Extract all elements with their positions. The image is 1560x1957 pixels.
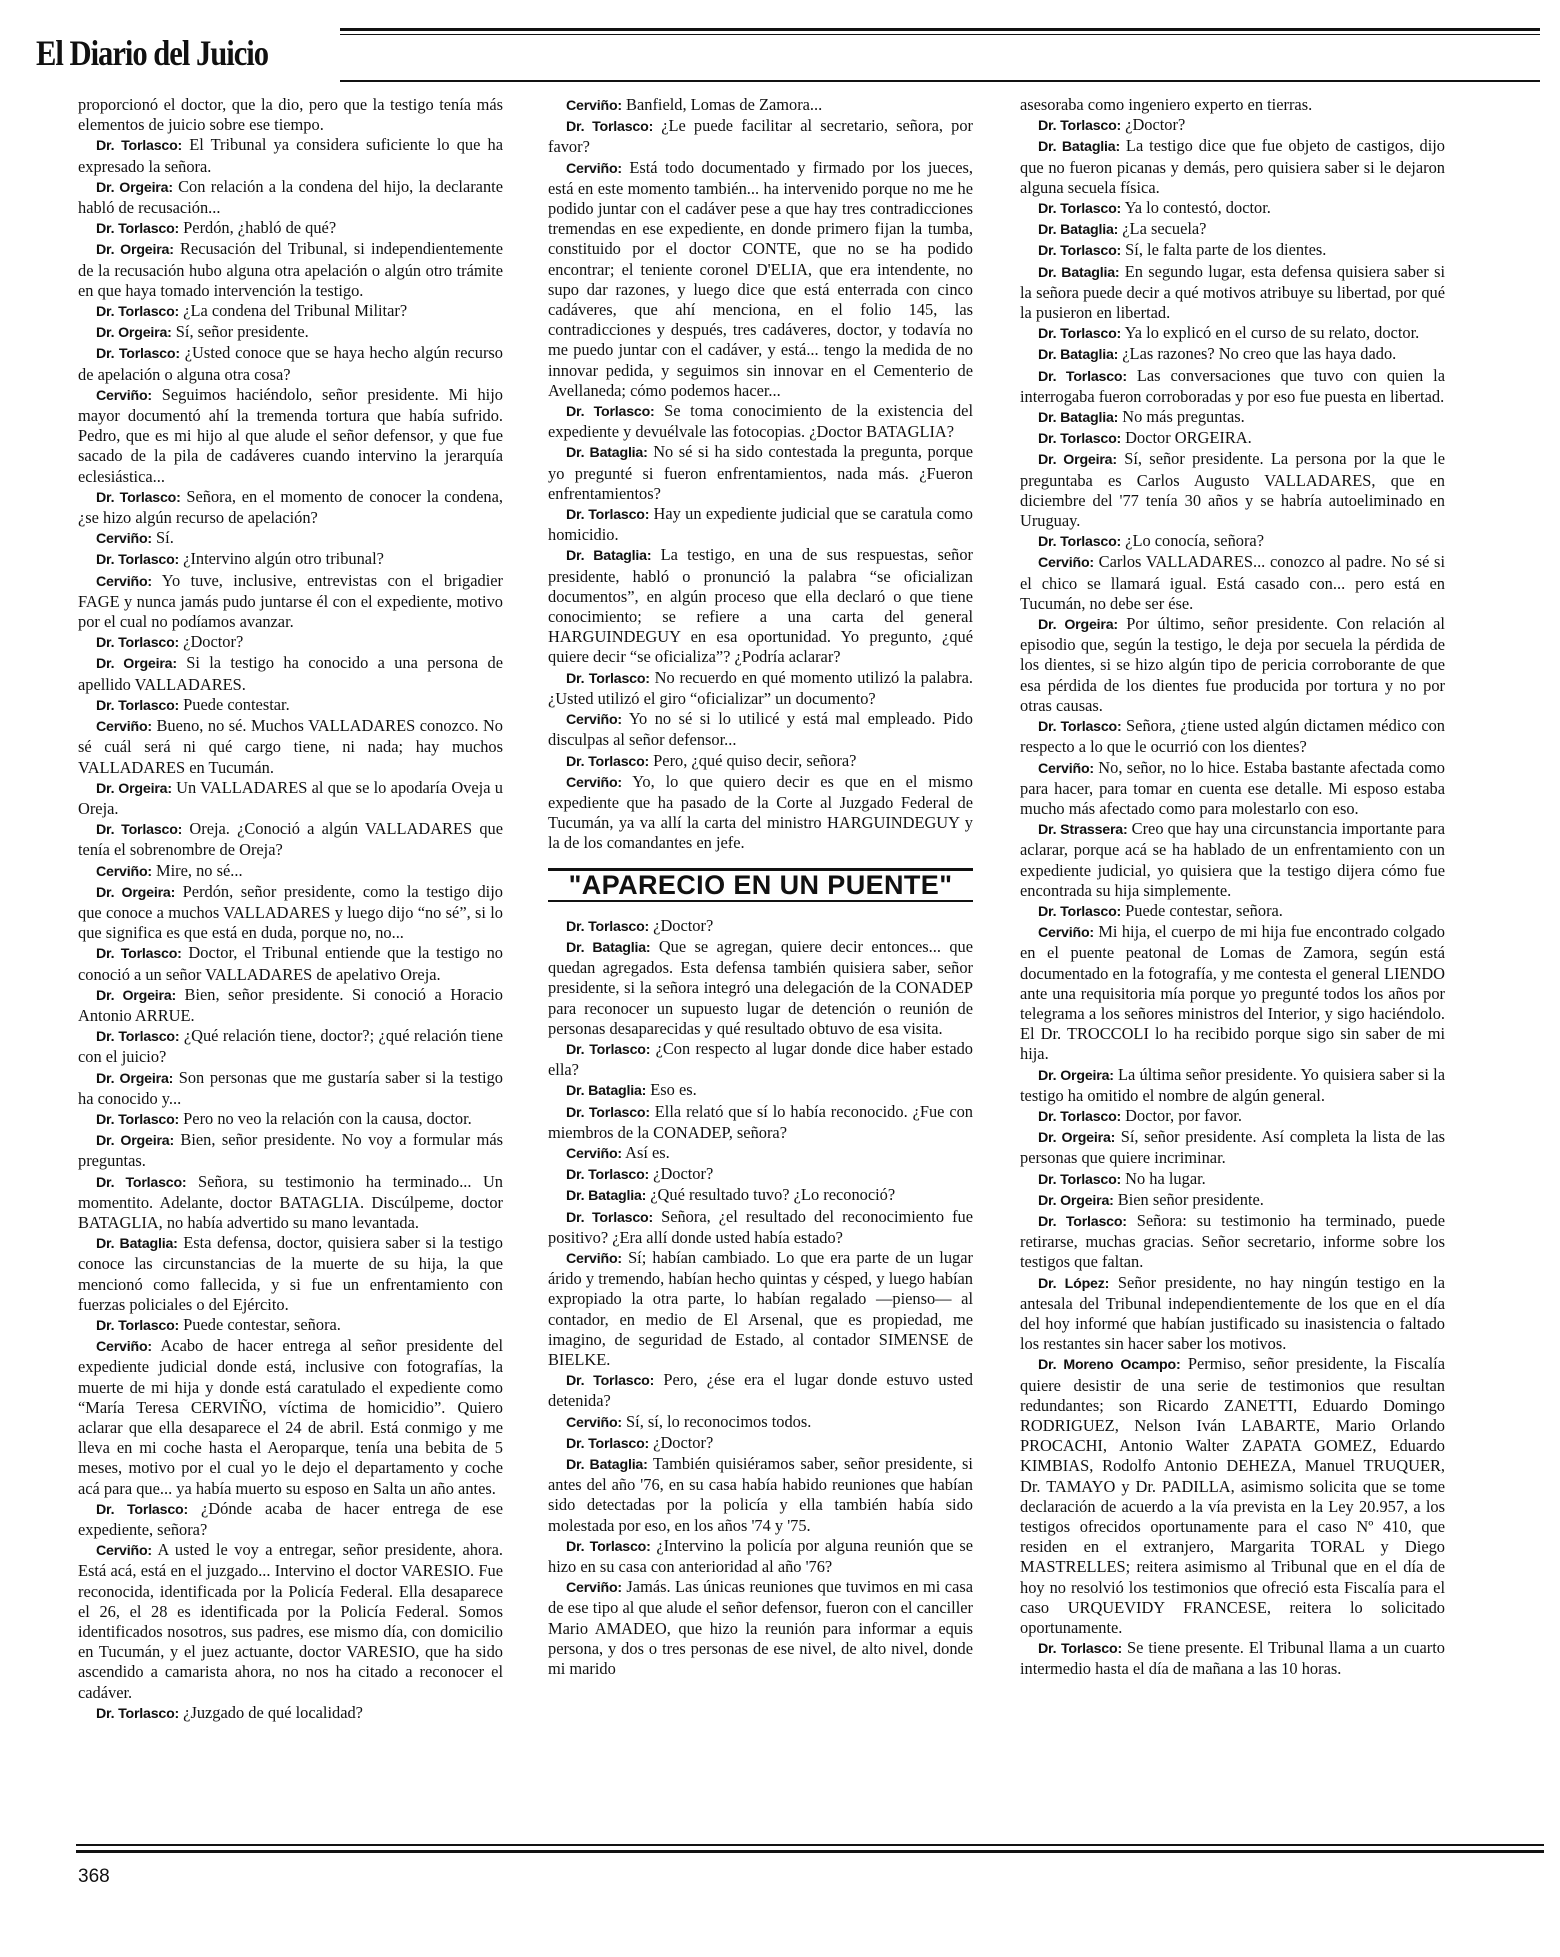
dialogue-paragraph bbox=[548, 1536, 973, 1577]
dialogue-paragraph bbox=[78, 1068, 503, 1109]
dialogue-paragraph bbox=[1020, 219, 1445, 240]
header-rule bbox=[340, 80, 1540, 82]
speaker-name: Dr. Torlasco: bbox=[96, 946, 182, 963]
speech-text: Bien, señor presidente. No voy a formular más preguntas. bbox=[78, 1130, 503, 1171]
speaker-name: Dr. Torlasco: bbox=[1038, 243, 1122, 260]
dialogue-paragraph bbox=[1020, 758, 1445, 820]
speech-text: ¿Doctor? bbox=[649, 915, 714, 935]
speech-text: Seguimos haciéndolo, señor presidente. Mi hijo mayor documentó ahí la tremenda tortura que había sufrido. Pedro, que es mi hijo al que alude el señor defensor, y que fue sacado de la pila de cadáveres cuando intervino la jerarquía eclesiástica... bbox=[78, 384, 503, 486]
speech-text: Señora, su testimonio ha terminado... Un momentito. Adelante, doctor BATAGLIA. Discúlpeme, doctor BATAGLIA, no había advertido su mano levantada. bbox=[78, 1171, 503, 1232]
speaker-name: Cerviño: bbox=[566, 1145, 622, 1162]
dialogue-paragraph bbox=[78, 385, 503, 487]
speaker-name: Dr. Bataglia: bbox=[566, 548, 652, 565]
speech-text: Un VALLADARES al que se lo apodaría Oveja u Oreja. bbox=[78, 777, 503, 818]
speech-text: ¿Intervino algún otro tribunal? bbox=[179, 549, 384, 569]
speech-text: Señora: su testimonio ha terminado, puede retirarse, muchas gracias. Señor secretario, informe sobre los testigos que faltan. bbox=[1020, 1210, 1445, 1272]
dialogue-paragraph bbox=[1020, 531, 1445, 552]
speaker-name: Dr. Torlasco: bbox=[1038, 534, 1122, 551]
dialogue-paragraph bbox=[1020, 1106, 1445, 1127]
dialogue-paragraph bbox=[78, 1540, 503, 1703]
speech-text: Sí. bbox=[151, 528, 174, 548]
dialogue-paragraph bbox=[1020, 1211, 1445, 1273]
dialogue-paragraph bbox=[548, 709, 973, 750]
dialogue-paragraph bbox=[1020, 819, 1445, 901]
dialogue-paragraph bbox=[1020, 552, 1445, 614]
speech-text: Bien, señor presidente. Si conoció a Horacio Antonio ARRUE. bbox=[78, 984, 503, 1025]
speech-text: La testigo, en una de sus respuestas, señor presidente, habló o pronunció la palabra “se oficializan documentos”, en algún proceso que ella declaró o que tiene conocimiento; se refiere a una carta del general HARGUINDEGUY en esa oportunidad. Yo pregunto, ¿qué quiere decir “se oficializa”? ¿Podría aclarar? bbox=[548, 545, 973, 667]
speaker-name: Cerviño: bbox=[96, 531, 152, 548]
speech-text: Pero, ¿qué quiso decir, señora? bbox=[649, 750, 857, 770]
speech-text: Sí, sí, lo reconocimos todos. bbox=[621, 1411, 812, 1431]
speaker-name: Cerviño: bbox=[566, 98, 622, 114]
speaker-name: Cerviño: bbox=[1038, 555, 1094, 572]
speech-text: Ya lo contestó, doctor. bbox=[1121, 198, 1271, 218]
speaker-name: Dr. Bataglia: bbox=[96, 1236, 178, 1253]
section-heading: "APARECIO EN UN PUENTE" bbox=[548, 868, 973, 902]
speaker-name: Dr. Orgeira: bbox=[1038, 617, 1118, 634]
text-column-1 bbox=[78, 95, 503, 1724]
speaker-name: Dr. López: bbox=[1038, 1275, 1110, 1292]
speaker-name: Dr. Bataglia: bbox=[1038, 139, 1121, 156]
dialogue-paragraph bbox=[78, 861, 503, 882]
dialogue-paragraph bbox=[548, 545, 973, 667]
dialogue-paragraph bbox=[548, 1248, 973, 1370]
speech-text: Pero no veo la relación con la causa, doctor. bbox=[179, 1108, 472, 1128]
speaker-name: Dr. Orgeira: bbox=[1038, 1130, 1116, 1147]
speaker-name: Dr. Torlasco: bbox=[96, 221, 180, 238]
dialogue-paragraph bbox=[548, 1164, 973, 1185]
speech-text: Son personas que me gustaría saber si la testigo ha conocido y... bbox=[78, 1067, 503, 1108]
dialogue-paragraph bbox=[78, 1172, 503, 1234]
dialogue-paragraph bbox=[548, 937, 973, 1039]
dialogue-paragraph bbox=[1020, 95, 1445, 115]
speaker-name: Cerviño: bbox=[96, 387, 152, 404]
speaker-name: Dr. Torlasco: bbox=[96, 489, 181, 506]
speaker-name: Dr. Torlasco: bbox=[96, 1705, 180, 1722]
speaker-name: Dr. Orgeira: bbox=[1038, 1067, 1114, 1084]
speaker-name: Dr. Bataglia: bbox=[1038, 264, 1120, 281]
speaker-name: Dr. Torlasco: bbox=[566, 1435, 650, 1452]
dialogue-paragraph bbox=[548, 116, 973, 157]
speech-text: ¿Doctor? bbox=[649, 1164, 714, 1184]
speech-text: Yo no sé si lo utilicé y está mal empleado. Pido disculpas al señor defensor... bbox=[548, 709, 973, 750]
dialogue-paragraph bbox=[1020, 1273, 1445, 1355]
speech-text: Recusación del Tribunal, si independientemente de la recusación hubo alguna otra apelación o algún otro trámite en que haya tomado intervención la testigo. bbox=[78, 239, 503, 300]
speech-text: Puede contestar, señora. bbox=[1121, 900, 1283, 920]
speech-text: Eso es. bbox=[646, 1080, 697, 1100]
speech-text: No recuerdo en qué momento utilizó la palabra. ¿Usted utilizó el giro “oficializar” un documento? bbox=[548, 667, 973, 708]
speech-text: Yo tuve, inclusive, entrevistas con el brigadier FAGE y nunca jamás pudo juntarse él con el expediente, motivo por el cual no podíamos avanzar. bbox=[78, 570, 503, 632]
speaker-name: Dr. Orgeira: bbox=[96, 1133, 174, 1150]
dialogue-paragraph bbox=[78, 1109, 503, 1130]
speech-text: Pero, ¿ése era el lugar donde estuvo usted detenida? bbox=[548, 1370, 973, 1411]
header-rule bbox=[340, 34, 1540, 35]
speech-text: ¿Intervino la policía por alguna reunión que se hizo en su casa con anterioridad al año '76? bbox=[548, 1535, 974, 1577]
speech-text: Si la testigo ha conocido a una persona de apellido VALLADARES. bbox=[78, 653, 503, 694]
speaker-name: Dr. Torlasco: bbox=[566, 404, 655, 421]
speaker-name: Dr. Bataglia: bbox=[566, 445, 648, 462]
dialogue-paragraph bbox=[78, 1233, 503, 1315]
speech-text: Que se agregan, quiere decir entonces... que quedan agregados. Esta defensa también quisiera saber, señor presidente, si la señora integró una delegación de la CONADEP para reconocer un supuesto lugar de detención o reunión de personas desaparecidas y qué resultado obtuvo de esa visita. bbox=[548, 936, 974, 1038]
speaker-name: Dr. Bataglia: bbox=[566, 1083, 647, 1100]
speaker-name: Dr. Torlasco: bbox=[1038, 903, 1122, 920]
speech-text: Las conversaciones que tuvo con quien la interrogaba fueron corroboradas y por eso fue puesta en libertad. bbox=[1020, 365, 1445, 406]
speaker-name: Dr. Torlasco: bbox=[1038, 1641, 1122, 1658]
dialogue-paragraph bbox=[78, 695, 503, 716]
speech-text: Mi hija, el cuerpo de mi hija fue encontrado colgado en el puente peatonal de Lomas de Zamora, según está documentado en la fotografía, y me contesta el general LIENDO ante una requisitoria mía porque yo pregunté todos los años por telegrama a los señores ministros del Interior, y sigo haciéndolo. El Dr. TROCCOLI lo ha recibido porque sigo sin saber de mi hija. bbox=[1020, 922, 1445, 1064]
speech-text: Perdón, ¿habló de qué? bbox=[179, 218, 337, 238]
speaker-name: Cerviño: bbox=[566, 1250, 622, 1267]
dialogue-paragraph bbox=[78, 716, 503, 778]
dialogue-paragraph bbox=[1020, 407, 1445, 428]
speaker-name: Dr. Torlasco: bbox=[96, 304, 180, 321]
speaker-name: Dr. Bataglia: bbox=[566, 1457, 648, 1473]
speech-text: Hay un expediente judicial que se caratula como homicidio. bbox=[548, 504, 973, 545]
footer-rule bbox=[76, 1850, 1544, 1853]
speech-text: Acabo de hacer entrega al señor presidente del expediente judicial donde está, inclusive con fotografías, la muerte de mi hija y donde está caratulado el expediente como “María Teresa CERVIÑO, víctima de homicidio”. Quiero aclarar que ella desaparece el 24 de abril. Está conmigo y me lleva en mi coche hasta el Aeroparque, tenía una bebita de 5 meses, motivo por el cual yo le dejo el departamento y coche acá para que... ya había muerto su esposo en Salta un año antes. bbox=[78, 1336, 503, 1498]
dialogue-paragraph bbox=[78, 1336, 503, 1499]
speech-text: No más preguntas. bbox=[1118, 407, 1245, 427]
speech-text: A usted le voy a entregar, señor presidente, ahora. Está acá, está en el juzgado... Intervino el doctor VARESIO. Fue reconocida, identificada por la Policía Federal. Ella desaparece el 26, el 28 es identificada por la Policía Federal. Somos identificados nosotros, sus padres, ese mismo día, con domicilio en Tucumán, y el juez actuante, doctor VARESIO, que ha sido ascendido a camarista ahora, no nos ha citado a reconocer el cadáver. bbox=[78, 1540, 503, 1702]
speech-text: ¿Dónde acaba de hacer entrega de ese expediente, señora? bbox=[78, 1498, 503, 1540]
speaker-name: Dr. Torlasco: bbox=[1038, 201, 1122, 218]
page-header bbox=[22, 22, 1540, 84]
speaker-name: Dr. Torlasco: bbox=[96, 552, 180, 569]
speaker-name: Cerviño: bbox=[96, 1543, 152, 1560]
dialogue-paragraph bbox=[1020, 1065, 1445, 1106]
dialogue-paragraph bbox=[78, 653, 503, 694]
column-2-before-heading bbox=[548, 95, 973, 854]
dialogue-paragraph bbox=[548, 1412, 973, 1433]
speech-text: Así es. bbox=[621, 1142, 670, 1162]
speech-text: Permiso, señor presidente, la Fiscalía quiere desistir de una serie de testimonios que resultan redundantes; son Ricardo ZANETTI, Eduardo Domingo RODRIGUEZ, Nelson Iván LABARTE, Mario Orlando PROCACHI, Antonio Walter ZAPATA GOMEZ, Eduardo KIMBIAS, Rodolfo Antonio DEHEZA, Manuel TRUQUER, Dr. TAMAYO y Dr. PADILLA, asimismo solicita que se tome declaración de acuerdo a la vía prevista en la Ley 20.957, a los testigos ofrecidos oportunamente para el caso Nº 410, que residen en el extranjero, Margarita TORAL y Diego MASTRELLES; reitera asimismo al Tribunal que en el día de hoy no resolvió los testimonios que ofreció esta Fiscalía para el caso URQUEVIDY FRANCESE, reitera lo solicitado oportunamente. bbox=[1020, 1354, 1445, 1638]
dialogue-paragraph bbox=[1020, 1127, 1445, 1168]
speaker-name: Dr. Torlasco: bbox=[566, 1538, 651, 1555]
speech-text: ¿Doctor? bbox=[179, 632, 244, 652]
speech-text: Puede contestar. bbox=[179, 694, 290, 714]
speech-text: Doctor, el Tribunal entiende que la testigo no conoció a un señor VALLADARES de apelativo Oreja. bbox=[78, 943, 503, 984]
dialogue-paragraph bbox=[548, 668, 973, 709]
speech-text: Oreja. ¿Conoció a algún VALLADARES que tenía el sobrenombre de Oreja? bbox=[78, 819, 503, 860]
dialogue-paragraph bbox=[1020, 344, 1445, 365]
speech-text: asesoraba como ingeniero experto en tierras. bbox=[1020, 95, 1313, 114]
speaker-name: Dr. Torlasco: bbox=[566, 1167, 650, 1184]
speaker-name: Dr. Torlasco: bbox=[1038, 719, 1122, 736]
speaker-name: Dr. Torlasco: bbox=[1038, 1108, 1122, 1125]
dialogue-paragraph bbox=[78, 135, 503, 176]
speech-text: La última señor presidente. Yo quisiera saber si la testigo ha omitido el nombre de algún general. bbox=[1020, 1064, 1445, 1105]
dialogue-paragraph bbox=[78, 343, 503, 384]
dialogue-paragraph bbox=[78, 549, 503, 570]
speaker-name: Cerviño: bbox=[96, 573, 152, 590]
dialogue-paragraph bbox=[548, 504, 973, 545]
dialogue-paragraph bbox=[78, 1026, 503, 1067]
speaker-name: Dr. Orgeira: bbox=[96, 1070, 174, 1087]
speech-text: El Tribunal ya considera suficiente lo que ha expresado la señora. bbox=[78, 135, 503, 176]
speech-text: Sí, señor presidente. Así completa la lista de las personas que quiere incriminar. bbox=[1020, 1127, 1445, 1168]
dialogue-paragraph bbox=[548, 158, 973, 401]
dialogue-paragraph bbox=[548, 401, 973, 442]
dialogue-paragraph bbox=[548, 95, 973, 116]
dialogue-paragraph bbox=[78, 1499, 503, 1540]
dialogue-paragraph bbox=[78, 1703, 503, 1724]
speaker-name: Cerviño: bbox=[1038, 925, 1094, 942]
dialogue-paragraph bbox=[78, 218, 503, 239]
speaker-name: Dr. Torlasco: bbox=[1038, 1213, 1127, 1230]
speech-text: Señora, en el momento de conocer la condena, ¿se hizo algún recurso de apelación? bbox=[78, 486, 503, 528]
dialogue-paragraph bbox=[1020, 428, 1445, 449]
speaker-name: Cerviño: bbox=[566, 774, 622, 791]
speaker-name: Dr. Torlasco: bbox=[566, 670, 650, 687]
speaker-name: Cerviño: bbox=[566, 712, 622, 729]
speech-text: ¿Doctor? bbox=[649, 1432, 714, 1452]
speaker-name: Dr. Torlasco: bbox=[96, 1029, 180, 1046]
dialogue-paragraph bbox=[78, 985, 503, 1026]
dialogue-paragraph bbox=[78, 943, 503, 984]
dialogue-paragraph bbox=[1020, 1169, 1445, 1190]
speech-text: ¿Lo conocía, señora? bbox=[1121, 531, 1264, 551]
speaker-name: Dr. Moreno Ocampo: bbox=[1038, 1357, 1181, 1374]
dialogue-paragraph bbox=[78, 632, 503, 653]
speaker-name: Dr. Torlasco: bbox=[566, 753, 650, 770]
speech-text: También quisiéramos saber, señor presidente, si antes del año '76, en su casa había habido reuniones que habían sido detectadas por la policía y ella también había sido molestada por eso, en los años '74 y '75. bbox=[548, 1454, 973, 1535]
dialogue-paragraph bbox=[1020, 323, 1445, 344]
dialogue-paragraph bbox=[78, 1315, 503, 1336]
dialogue-paragraph bbox=[1020, 240, 1445, 261]
speech-text: Señor presidente, no hay ningún testigo en la antesala del Tribunal independientemente de los que en el día del hoy informé que habían justificado su inasistencia o faltado los restantes sin hacer saber los motivos. bbox=[1020, 1272, 1445, 1354]
dialogue-paragraph bbox=[1020, 136, 1445, 198]
speech-text: En segundo lugar, esta defensa quisiera saber si la señora puede decir a qué motivos atribuye su libertad, por qué la pusieron en libertad. bbox=[1020, 261, 1445, 323]
speaker-name: Dr. Orgeira: bbox=[96, 242, 174, 259]
dialogue-paragraph bbox=[1020, 1190, 1445, 1211]
speaker-name: Dr. Torlasco: bbox=[566, 1373, 655, 1390]
speaker-name: Dr. Bataglia: bbox=[1038, 222, 1119, 239]
speech-text: Con relación a la condena del hijo, la declarante habló de recusación... bbox=[78, 176, 503, 218]
speech-text: Jamás. Las únicas reuniones que tuvimos en mi casa de ese tipo al que alude el señor defensor, fueron con el canciller Mario AMADEO, que hizo la reunión para informar a equis persona, y dos o tres personas de ese nivel, de alto nivel, donde mi marido bbox=[548, 1577, 973, 1679]
speaker-name: Dr. Torlasco: bbox=[96, 1111, 180, 1128]
speech-text: Por último, señor presidente. Con relación al episodio que, según la testigo, le deja por secuela la pérdida de los dientes, si se hizo algún tipo de pericia corroborante de que esa pérdida de los dientes fue producida por tortura y no por otras causas. bbox=[1020, 614, 1445, 715]
speech-text: Está todo documentado y firmado por los jueces, está en este momento también... ha intervenido porque no me he podido juntar con el cadáver pese a que hay tres contradicciones tremendas en ese expediente, en donde primero fijan la tumba, constituido por el doctor CONTE, que no se ha podido encontrar; el teniente coronel D'ELIA, que era intendente, no supo dar razones, y luego dice que está enterrada con cinco cadáveres, que ahí menciona, en el folio 145, las contradicciones y después, tres cadáveres, doctor, y todavía no me puedo juntar con el cadáver, y está... tengo la medida de no innovar pedida, y seguimos sin innovar en el Cementerio de Avellaneda; cómo podemos hacer... bbox=[548, 157, 973, 400]
header-rule bbox=[340, 28, 1540, 31]
dialogue-paragraph bbox=[1020, 901, 1445, 922]
speaker-name: Dr. Orgeira: bbox=[1038, 452, 1117, 469]
dialogue-paragraph bbox=[548, 1102, 973, 1143]
dialogue-paragraph bbox=[548, 442, 973, 504]
dialogue-paragraph bbox=[78, 95, 503, 135]
speaker-name: Cerviño: bbox=[96, 863, 152, 880]
masthead: El Diario del Juicio bbox=[36, 33, 269, 73]
dialogue-paragraph bbox=[78, 571, 503, 633]
dialogue-paragraph bbox=[548, 772, 973, 854]
speaker-name: Dr. Orgeira: bbox=[96, 884, 176, 901]
speech-text: No ha lugar. bbox=[1121, 1168, 1206, 1188]
speech-text: ¿Las razones? No creo que las haya dado. bbox=[1118, 344, 1397, 364]
speech-text: Bien señor presidente. bbox=[1113, 1189, 1264, 1209]
speech-text: proporcionó el doctor, que la dio, pero que la testigo tenía más elementos de juicio sobre ese tiempo. bbox=[78, 95, 503, 135]
speech-text: La testigo dice que fue objeto de castigos, dijo que no fueron picanas y demás, pero quisiera saber si le dejaron alguna secuela física. bbox=[1020, 136, 1446, 197]
dialogue-paragraph bbox=[1020, 198, 1445, 219]
speech-text: Doctor ORGEIRA. bbox=[1121, 428, 1252, 448]
dialogue-paragraph bbox=[1020, 366, 1445, 407]
speaker-name: Dr. Torlasco: bbox=[566, 507, 650, 524]
speaker-name: Dr. Orgeira: bbox=[1038, 1192, 1114, 1209]
footer-rule bbox=[76, 1844, 1544, 1846]
dialogue-paragraph bbox=[78, 1130, 503, 1171]
speaker-name: Cerviño: bbox=[1038, 760, 1094, 777]
dialogue-paragraph bbox=[1020, 716, 1445, 757]
speech-text: ¿Juzgado de qué localidad? bbox=[179, 1702, 363, 1722]
speaker-name: Dr. Torlasco: bbox=[96, 346, 180, 363]
dialogue-paragraph bbox=[548, 1370, 973, 1411]
speaker-name: Dr. Torlasco: bbox=[566, 1104, 650, 1121]
speaker-name: Dr. Bataglia: bbox=[566, 939, 651, 956]
dialogue-paragraph bbox=[548, 1577, 973, 1679]
speaker-name: Dr. Torlasco: bbox=[96, 697, 180, 714]
speaker-name: Dr. Torlasco: bbox=[96, 1501, 188, 1518]
dialogue-paragraph bbox=[548, 1207, 973, 1248]
speech-text: ¿Usted conoce que se haya hecho algún recurso de apelación o alguna otra cosa? bbox=[78, 343, 503, 384]
speaker-name: Dr. Torlasco: bbox=[1038, 368, 1127, 385]
dialogue-paragraph bbox=[78, 882, 503, 944]
speech-text: Yo, lo que quiero decir es que en el mismo expediente que ha pasado de la Corte al Juzgado Federal de Tucumán, ya va allí la carta del ministro HARGUINDEGUY y la de los comandantes en jefe. bbox=[548, 771, 973, 853]
speech-text: Carlos VALLADARES... conozco al padre. No sé si el chico se llamará igual. Está casado con... pero está en Tucumán, no debe ser ése. bbox=[1020, 552, 1445, 613]
speaker-name: Dr. Orgeira: bbox=[96, 987, 177, 1004]
speaker-name: Dr. Torlasco: bbox=[1038, 118, 1122, 135]
dialogue-paragraph bbox=[1020, 115, 1445, 136]
speech-text: Banfield, Lomas de Zamora... bbox=[621, 95, 823, 114]
dialogue-paragraph bbox=[1020, 1638, 1445, 1679]
dialogue-paragraph bbox=[78, 487, 503, 528]
speech-text: Doctor, por favor. bbox=[1121, 1105, 1242, 1125]
dialogue-paragraph bbox=[548, 751, 973, 772]
dialogue-paragraph bbox=[1020, 614, 1445, 716]
dialogue-paragraph bbox=[78, 301, 503, 322]
dialogue-paragraph bbox=[78, 819, 503, 860]
speech-text: Perdón, señor presidente, como la testigo dijo que conoce a muchos VALLADARES y luego dijo “no sé”, si lo que significa es que está en duda, porque no, no... bbox=[78, 881, 503, 943]
speaker-name: Dr. Torlasco: bbox=[96, 138, 183, 155]
speech-text: Creo que hay una circunstancia importante para aclarar, porque acá se ha hablado de un enfrentamiento con un expediente judicial, yo quisiera que la testigo dijera cómo fue encontrada su hija simplemente. bbox=[1020, 819, 1445, 900]
dialogue-paragraph bbox=[548, 1039, 973, 1080]
speech-text: Sí; habían cambiado. Lo que era parte de un lugar árido y tremendo, habían hecho quintas y césped, y luego habían expropiado la otra parte, lo habían regalado —pienso— al contador, en medio de El Arsenal, que es propiedad, me imagino, de seguridad de Estado, al contador SIMENSE de BIELKE. bbox=[548, 1247, 973, 1369]
speaker-name: Dr. Torlasco: bbox=[1038, 431, 1122, 448]
dialogue-paragraph bbox=[1020, 922, 1445, 1064]
speech-text: No sé si ha sido contestada la pregunta, porque yo pregunté si fueron enfrentamientos, nada más. ¿Fueron enfrentamientos? bbox=[548, 442, 973, 503]
speech-text: Bueno, no sé. Muchos VALLADARES conozco. No sé cuál será ni qué cargo tiene, ni nada; hay muchos VALLADARES en Tucumán. bbox=[78, 716, 503, 777]
speaker-name: Dr. Torlasco: bbox=[566, 1041, 651, 1058]
speaker-name: Cerviño: bbox=[96, 719, 152, 736]
speaker-name: Dr. Torlasco: bbox=[566, 119, 654, 136]
speech-text: Señora, ¿el resultado del reconocimiento fue positivo? ¿Era allí donde usted había estado? bbox=[548, 1206, 974, 1247]
speech-text: Señora, ¿tiene usted algún dictamen médico con respecto a lo que le ocurrió con los dientes? bbox=[1020, 716, 1445, 757]
speaker-name: Dr. Torlasco: bbox=[96, 1174, 187, 1191]
speaker-name: Dr. Torlasco: bbox=[96, 822, 183, 839]
speaker-name: Cerviño: bbox=[96, 1339, 152, 1356]
dialogue-paragraph bbox=[1020, 1354, 1445, 1638]
dialogue-paragraph bbox=[78, 778, 503, 819]
dialogue-paragraph bbox=[548, 1080, 973, 1101]
speaker-name: Cerviño: bbox=[566, 1580, 622, 1597]
speaker-name: Dr. Orgeira: bbox=[96, 656, 177, 673]
dialogue-paragraph bbox=[548, 1185, 973, 1206]
speaker-name: Dr. Orgeira: bbox=[96, 325, 172, 342]
dialogue-paragraph bbox=[78, 239, 503, 301]
page-number: 368 bbox=[78, 1866, 110, 1887]
dialogue-paragraph bbox=[78, 177, 503, 218]
speech-text: Sí, señor presidente. La persona por la que le preguntaba es Carlos Augusto VALLADARES, que en diciembre del '77 tenía 30 años y se habría autoeliminado en Uruguay. bbox=[1020, 449, 1445, 531]
speech-text: ¿Qué relación tiene, doctor?; ¿qué relación tiene con el juicio? bbox=[78, 1026, 503, 1067]
speech-text: ¿Le puede facilitar al secretario, señora, por favor? bbox=[548, 116, 974, 157]
speaker-name: Dr. Torlasco: bbox=[96, 1317, 180, 1334]
speaker-name: Dr. Bataglia: bbox=[1038, 347, 1119, 364]
speaker-name: Dr. Bataglia: bbox=[1038, 410, 1119, 427]
speaker-name: Dr. Torlasco: bbox=[1038, 326, 1122, 343]
dialogue-paragraph bbox=[1020, 449, 1445, 531]
speaker-name: Dr. Torlasco: bbox=[1038, 1171, 1122, 1188]
dialogue-paragraph bbox=[78, 322, 503, 343]
speech-text: No, señor, no lo hice. Estaba bastante afectada como para hacer, para tomar en cuenta ese detalle. Mi esposo estaba mucho más afectado como para molestarlo con eso. bbox=[1020, 757, 1445, 818]
speaker-name: Cerviño: bbox=[566, 160, 622, 177]
speaker-name: Dr. Strassera: bbox=[1038, 822, 1128, 839]
speech-text: Se toma conocimiento de la existencia del expediente y devuélvale las fotocopias. ¿Doctor BATAGLIA? bbox=[548, 401, 973, 442]
column-2-after-heading bbox=[548, 916, 973, 1680]
speech-text: ¿Con respecto al lugar donde dice haber estado ella? bbox=[548, 1038, 973, 1080]
speech-text: ¿La secuela? bbox=[1118, 219, 1207, 239]
speaker-name: Dr. Torlasco: bbox=[566, 1209, 654, 1226]
speech-text: Sí, le falta parte de los dientes. bbox=[1121, 240, 1327, 260]
speech-text: Puede contestar, señora. bbox=[179, 1314, 341, 1334]
speech-text: Esta defensa, doctor, quisiera saber si la testigo conoce las circunstancias de la muerte de su hija, la que mencionó como fallecida, y si fue un enfrentamiento con fuerzas policiales o del Ejército. bbox=[78, 1233, 504, 1314]
dialogue-paragraph bbox=[548, 1433, 973, 1454]
speech-text: Ya lo explicó en el curso de su relato, doctor. bbox=[1121, 323, 1420, 343]
dialogue-paragraph bbox=[1020, 262, 1445, 324]
speech-text: ¿La condena del Tribunal Militar? bbox=[179, 301, 408, 321]
speaker-name: Dr. Torlasco: bbox=[96, 635, 180, 652]
speech-text: ¿Doctor? bbox=[1121, 115, 1186, 135]
text-column-3 bbox=[1020, 95, 1445, 1680]
speech-text: Mire, no sé... bbox=[151, 860, 243, 880]
speaker-name: Cerviño: bbox=[566, 1414, 622, 1431]
text-column-2 bbox=[548, 95, 973, 1679]
speaker-name: Dr. Orgeira: bbox=[96, 780, 172, 797]
speech-text: Sí, señor presidente. bbox=[171, 322, 309, 342]
dialogue-paragraph bbox=[548, 1454, 973, 1536]
speaker-name: Dr. Orgeira: bbox=[96, 179, 173, 196]
speech-text: Se tiene presente. El Tribunal llama a un cuarto intermedio hasta el día de mañana a las 10 horas. bbox=[1020, 1638, 1445, 1679]
speech-text: Ella relató que sí lo había reconocido. ¿Fue con miembros de la CONADEP, señora? bbox=[548, 1101, 973, 1142]
dialogue-paragraph bbox=[78, 528, 503, 549]
speaker-name: Dr. Torlasco: bbox=[566, 918, 650, 935]
speaker-name: Dr. Bataglia: bbox=[566, 1188, 647, 1205]
speech-text: ¿Qué resultado tuvo? ¿Lo reconoció? bbox=[646, 1185, 896, 1205]
dialogue-paragraph bbox=[548, 1143, 973, 1164]
dialogue-paragraph bbox=[548, 916, 973, 937]
